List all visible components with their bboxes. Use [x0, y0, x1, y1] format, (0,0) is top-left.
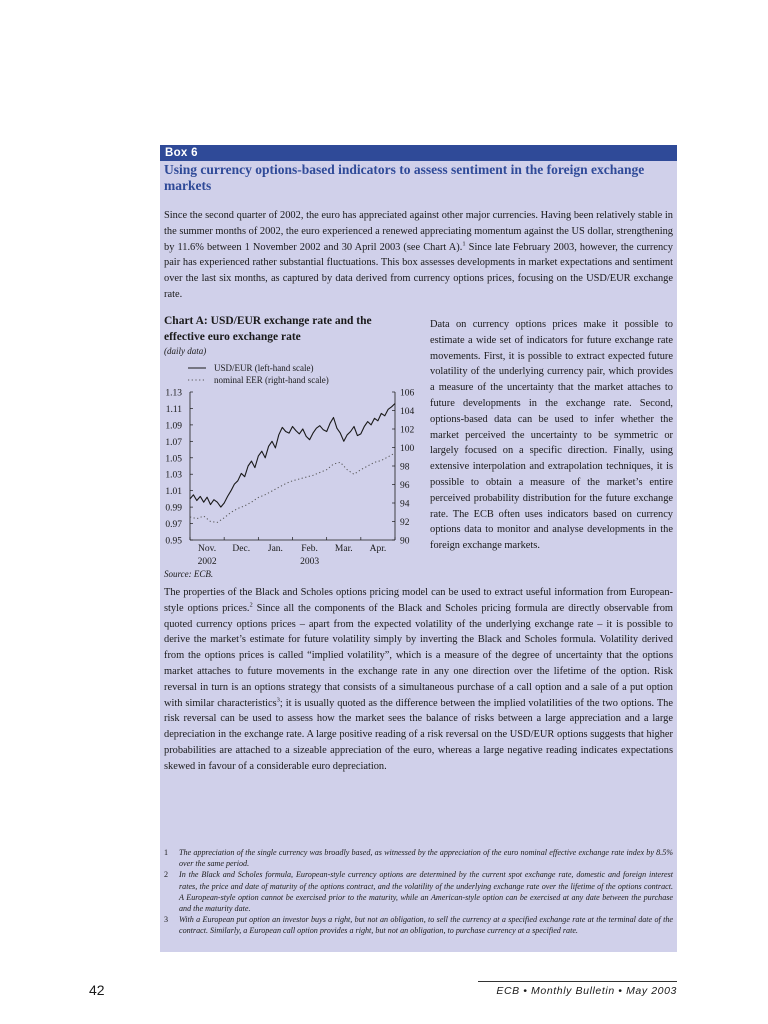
footnote-3: [164, 914, 673, 936]
left-tick-label: 1.13: [165, 388, 182, 399]
box-label: Box 6: [160, 145, 677, 161]
x-tick-label: Mar.: [334, 544, 353, 554]
box-title: Using currency options-based indicators to assess sentiment in the foreign exchange markets: [164, 162, 645, 193]
page-number: 42: [89, 982, 105, 998]
right-tick-label: 92: [400, 518, 410, 528]
right-tick-label: 106: [400, 388, 415, 399]
legend-label-usd-eur: USD/EUR (left-hand scale): [214, 363, 314, 373]
x-year-label: 2003: [300, 557, 320, 567]
footnote-text: With a European put option an investor buys a right, but not an obligation, to sell the currency at a specified exchange rate at the terminal date of the contract. Similarly, a European call option provides a right, but not an obligation, to purchase currency at a specified rate.: [179, 915, 673, 936]
left-tick-label: 1.01: [165, 487, 182, 498]
footnote-text: The appreciation of the single currency was broadly based, as witnessed by the appreciation of the euro nominal effective exchange rate index by 8.5% over the same period.: [179, 848, 673, 869]
footer-divider: [478, 981, 677, 982]
chart-plot-area: [190, 404, 395, 523]
right-tick-label: 104: [400, 407, 415, 417]
chart-subtitle: (daily data): [164, 346, 207, 356]
left-tick-label: 1.09: [165, 421, 182, 432]
right-tick-label: 96: [400, 481, 410, 491]
chart-title: Chart A: USD/EUR exchange rate and the effective euro exchange rate: [164, 315, 372, 343]
series-line-nominal-eer: [190, 453, 395, 522]
series-line-usd-eur: [190, 404, 395, 508]
chart-axes: [165, 389, 414, 568]
x-year-label: 2002: [197, 557, 217, 567]
right-tick-label: 94: [400, 499, 410, 510]
footnote-2: [164, 869, 673, 914]
x-tick-label: Dec.: [232, 544, 251, 554]
intro-text: Since the second quarter of 2002, the euro has appreciated against other major currencies. Having been relatively stable in the summer months of 2002, the euro experienced a renewed appreciating momentum against the US dollar, strengthening by 11.6% between 1 November 2002 and 30 April 2003 (see Chart A).: [164, 210, 673, 253]
footnote-1: [164, 847, 673, 869]
bs-text-c: ; it is usually quoted as the difference between the implied volatilities of the two options. The risk reversal can be used to assess how the market sees the balance of risks between a large appreciation and a large depreciation in the exchange rate. A large positive reading of a risk reversal on the USD/EUR options suggests that higher probabilities are attached to a sizeable appreciation of the euro, whereas a large negative reading indicates expectations skewed in favour of a considerable euro depreciation.: [164, 697, 673, 772]
left-tick-label: 0.97: [165, 520, 182, 531]
chart-legend: [188, 363, 329, 385]
left-tick-label: 1.11: [165, 404, 182, 415]
chart-a: [160, 358, 430, 568]
legend-label-eer: nominal EER (right-hand scale): [214, 375, 329, 385]
right-tick-label: 98: [400, 462, 410, 473]
bs-text-a: The properties of the Black and Scholes options pricing model can be used to extract useful information from European-style options prices.: [164, 587, 673, 614]
footnote-ref-2[interactable]: 2: [249, 601, 253, 609]
black-scholes-paragraph: [164, 585, 673, 775]
intro-text-cont: Since late February 2003, however, the currency pair has experienced rather substantial fluctuations. This box assesses developments in market expectations and sentiment over the last six months, as captured by data derived from currency options prices, focusing on the USD/EUR exchange rate.: [164, 241, 673, 300]
footnote-number: 2: [164, 870, 169, 880]
left-tick-label: 1.05: [165, 454, 182, 465]
footnote-number: 3: [164, 915, 169, 925]
footnote-number: 1: [164, 848, 169, 857]
x-tick-label: Feb.: [301, 544, 318, 554]
publication-footer: ECB • Monthly Bulletin • May 2003: [496, 985, 677, 997]
x-tick-label: Apr.: [369, 544, 387, 554]
footnote-ref-3[interactable]: 3: [276, 696, 280, 704]
right-tick-label: 100: [400, 444, 415, 454]
left-tick-label: 1.07: [165, 437, 182, 448]
left-tick-label: 1.03: [165, 470, 182, 481]
options-data-paragraph: Data on currency options prices make it possible to estimate a wide set of indicators for future exchange rate movements. First, it is possible to extract expected future volatility of the underlying currency pair, which provides a measure of the uncertainty that the market attaches to future developments in the exchange rate. Second, options-based data can be used to infer whether the market perceived the uncertainty to be symmetric or largely focused on a specific direction. Finally, using extensive interpolation and extrapolation techniques, it is possible to obtain a measure of the market’s entire perceived probability distribution for the future exchange rate. The ECB often uses indicators based on currency options data to monitor and analyse developments in the foreign exchange markets.: [430, 319, 673, 552]
chart-source: Source: ECB.: [164, 569, 214, 579]
intro-paragraph: [164, 208, 673, 303]
x-tick-label: Nov.: [198, 544, 217, 554]
right-tick-label: 102: [400, 425, 415, 436]
bs-text-b: Since all the components of the Black and Scholes pricing formula are directly observable from quoted currency options prices – apart from the expected volatility of the underlying exchange rate – it is possible to derive the market’s estimate for future volatility simply by inverting the Black and Scholes formula. Volatility derived from the options prices is called “implied volatility”, which is a measure of the degree of uncertainty that the options market attaches to future movements in the exchange rate in any one direction over the lifetime of the option. Risk reversal in turn is an options strategy that consists of a simultaneous purchase of a call option and a sale of a put option with similar characteristics: [164, 602, 673, 709]
footnote-ref-1[interactable]: 1: [462, 240, 466, 248]
x-tick-label: Jan.: [267, 544, 283, 554]
right-tick-label: 90: [400, 536, 410, 547]
left-tick-label: 0.99: [165, 503, 182, 514]
footnote-text: In the Black and Scholes formula, European-style currency options are determined by the current spot exchange rate, domestic and foreign interest rates, the price and date of maturity of the options contract, and the volatility of the underlying exchange rate over the lifetime of the options contract. A European-style option cannot be exercised prior to the maturity, while an American-style option can be exercised at any date between the purchase and the maturity date.: [179, 870, 673, 914]
footnotes: [164, 847, 673, 937]
left-tick-label: 0.95: [165, 536, 182, 547]
